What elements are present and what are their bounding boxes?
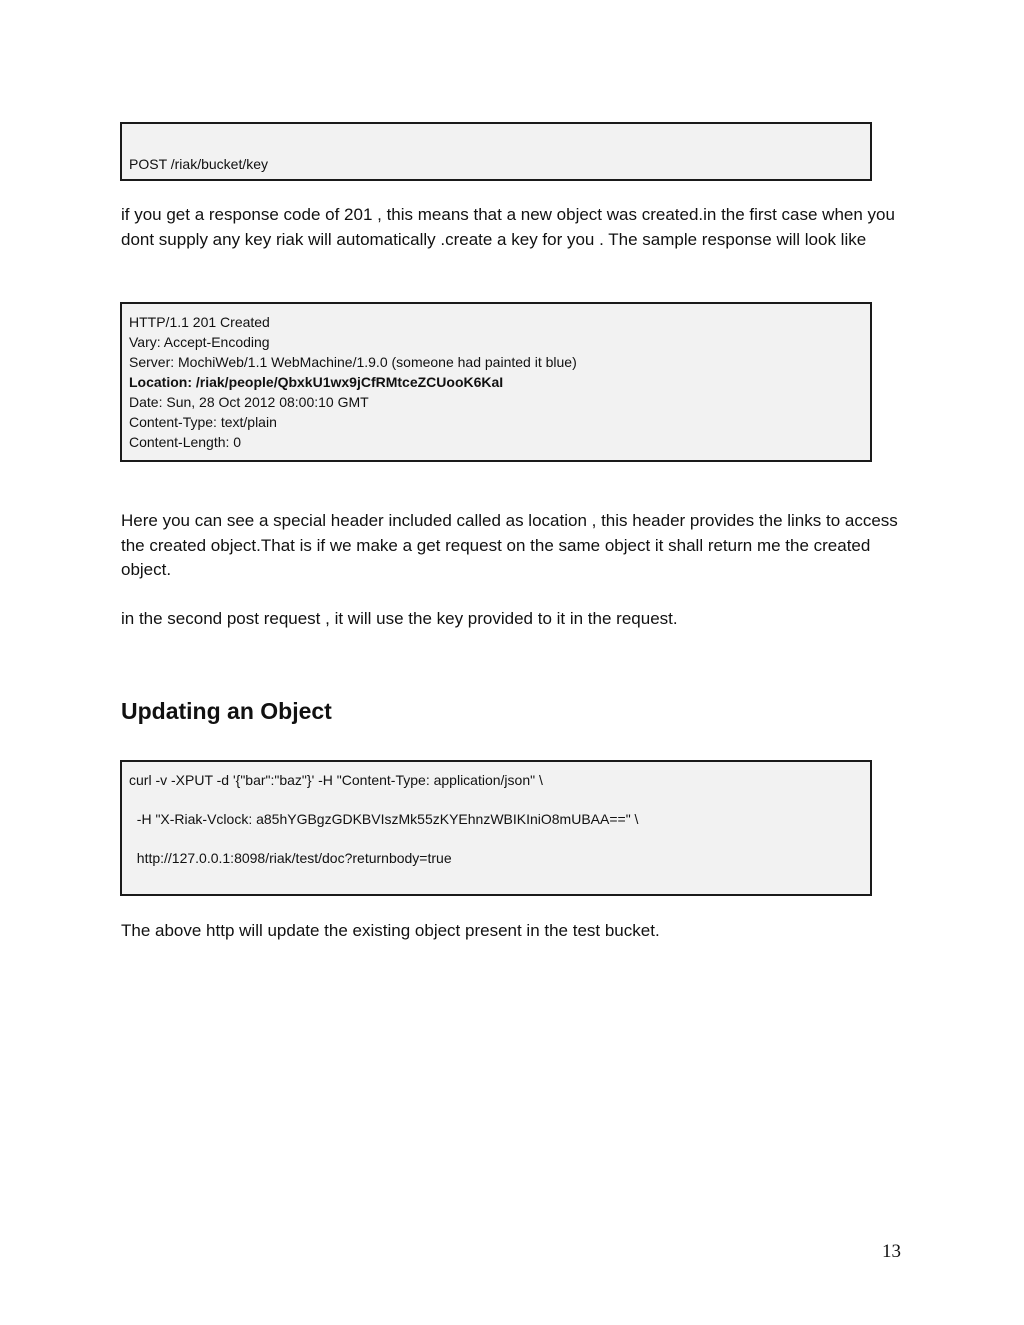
code-block-curl-put bbox=[120, 760, 872, 896]
page-number: 13 bbox=[882, 1241, 901, 1262]
paragraph-location-header: Here you can see a special header included called as location , this header provides the links to access the created object.That is if we make a get request on the same object it shall return me the created object. bbox=[121, 511, 898, 579]
code-line: Date: Sun, 28 Oct 2012 08:00:10 GMT bbox=[129, 394, 369, 410]
paragraph-second-post: in the second post request , it will use the key provided to it in the request. bbox=[121, 609, 678, 628]
code-block-sample-response bbox=[120, 302, 872, 462]
paragraph-update-explanation: The above http will update the existing object present in the test bucket. bbox=[121, 921, 660, 940]
paragraph-response-code: if you get a response code of 201 , this means that a new object was created.in the first case when you dont supply any key riak will automatically .create a key for you . The sample response will look like bbox=[121, 205, 895, 249]
code-line: curl -v -XPUT -d '{"bar":"baz"}' -H "Content-Type: application/json" \ bbox=[129, 772, 543, 788]
code-line: http://127.0.0.1:8098/riak/test/doc?returnbody=true bbox=[129, 850, 452, 866]
code-line: HTTP/1.1 201 Created bbox=[129, 314, 270, 330]
code-line: POST /riak/bucket/key bbox=[129, 156, 269, 172]
section-heading: Updating an Object bbox=[121, 698, 332, 724]
code-line: Server: MochiWeb/1.1 WebMachine/1.9.0 (someone had painted it blue) bbox=[129, 354, 577, 370]
code-line: Vary: Accept-Encoding bbox=[129, 334, 270, 350]
code-line-location-header: Location: /riak/people/QbxkU1wx9jCfRMtceZCUooK6KaI bbox=[129, 374, 504, 390]
code-line: Content-Type: text/plain bbox=[129, 414, 277, 430]
code-line: Content-Length: 0 bbox=[129, 434, 242, 450]
code-block-post-request bbox=[120, 122, 872, 181]
code-line: -H "X-Riak-Vclock: a85hYGBgzGDKBVIszMk55zKYEhnzWBIKIniO8mUBAA==" \ bbox=[129, 811, 639, 827]
